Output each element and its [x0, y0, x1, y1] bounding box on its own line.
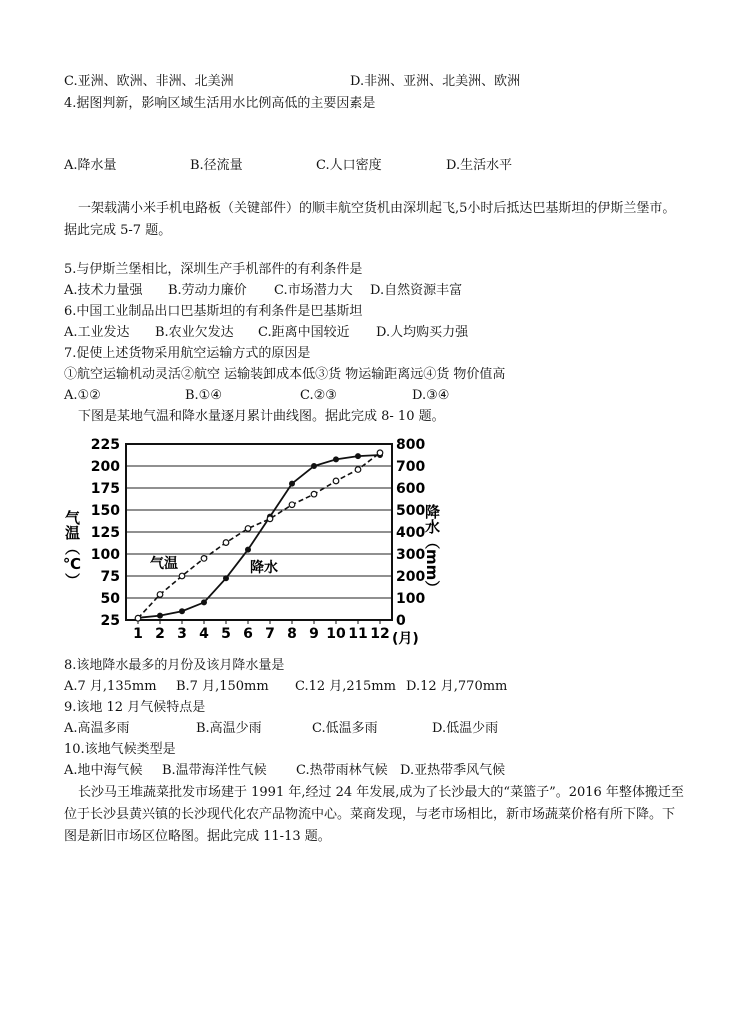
- q7-option-d: D.③④: [412, 388, 450, 403]
- series-label-temperature: 气温: [150, 556, 178, 572]
- precipitation-point: [311, 463, 317, 469]
- temperature-point: [333, 478, 339, 484]
- precipitation-point: [223, 575, 229, 581]
- q7-option-a: A.①②: [64, 388, 101, 403]
- temperature-point: [355, 467, 361, 473]
- right-tick-label: 300: [396, 547, 426, 563]
- q8-option-c: C.12 月,215mm: [295, 679, 396, 694]
- left-tick-label: 225: [90, 437, 120, 453]
- right-tick-label: 600: [396, 481, 426, 497]
- q7-option-b: B.①④: [185, 388, 222, 403]
- temperature-point: [157, 592, 163, 598]
- q6-stem: 6.中国工业制品出口巴基斯坦的有利条件是巴基斯坦: [64, 304, 363, 319]
- q6-option-a: A.工业发达: [64, 325, 130, 340]
- q7-option-c: C.②③: [300, 388, 337, 403]
- temperature-point: [377, 450, 383, 456]
- q9-option-d: D.低温少雨: [432, 721, 499, 736]
- precipitation-point: [179, 608, 185, 614]
- x-axis-ticks: [133, 620, 390, 642]
- x-tick-label: 12: [370, 626, 390, 642]
- q5-option-a: A.技术力量强: [64, 283, 143, 298]
- q4-stem: 4.据图判新，影响区域生活用水比例高低的主要因素是: [64, 96, 376, 111]
- q10-stem: 10.该地气候类型是: [64, 742, 176, 757]
- precipitation-point: [333, 456, 339, 462]
- x-tick-label: 8: [287, 626, 297, 642]
- temperature-point: [201, 556, 207, 562]
- q8-option-d: D.12 月,770mm: [406, 679, 508, 694]
- right-axis-label: 降水（mm）: [423, 504, 441, 596]
- q8-stem: 8.该地降水最多的月份及该月降水量是: [64, 658, 285, 673]
- left-tick-label: 200: [90, 459, 120, 475]
- q5-option-b: B.劳动力廉价: [168, 283, 247, 298]
- left-tick-label: 75: [100, 569, 120, 585]
- precipitation-point: [245, 547, 251, 553]
- q5-option-c: C.市场潜力大: [274, 283, 353, 298]
- q10-option-c: C.热带雨林气候: [296, 763, 388, 778]
- temperature-point: [289, 502, 295, 508]
- climate-chart: [63, 432, 441, 656]
- left-tick-label: 175: [90, 481, 120, 497]
- q5-option-d: D.自然资源丰富: [370, 283, 463, 298]
- q3-option-d: D.非洲、亚洲、北美洲、欧洲: [350, 74, 521, 89]
- q10-option-b: B.温带海洋性气候: [162, 763, 267, 778]
- chart-series: [135, 450, 383, 621]
- right-tick-label: 700: [396, 459, 426, 475]
- precipitation-point: [157, 613, 163, 619]
- passage-11-13: 长沙马王堆蔬菜批发市场建于 1991 年,经过 24 年发展,成为了长沙最大的“菜篮子”。2016 年整体搬迁至位于长沙县黄兴镇的长沙现代化农产品物流中心。菜商发现，与老市场相比，新市场蔬菜价格有所下降。下图是新旧市场区位略图。据此完成 11-13 题。: [64, 785, 684, 844]
- q8-option-b: B.7 月,150mm: [176, 679, 269, 694]
- x-tick-label: 2: [155, 626, 165, 642]
- q6-option-b: B.农业欠发达: [155, 325, 234, 340]
- right-tick-label: 100: [396, 591, 426, 607]
- q10-option-d: D.亚热带季风气候: [400, 763, 506, 778]
- q7-statements: ①航空运输机动灵活②航空 运输装卸成本低③货 物运输距离远④货 物价值高: [64, 367, 506, 382]
- left-axis-ticks: [91, 437, 120, 629]
- right-axis-ticks: [396, 437, 425, 629]
- left-tick-label: 125: [90, 525, 120, 541]
- q8-option-a: A.7 月,135mm: [64, 679, 157, 694]
- temperature-point: [223, 540, 229, 546]
- right-tick-label: 800: [396, 437, 426, 453]
- q9-stem: 9.该地 12 月气候特点是: [64, 700, 206, 715]
- x-tick-label: 10: [326, 626, 346, 642]
- temperature-point: [179, 573, 185, 579]
- precipitation-point: [289, 481, 295, 487]
- q9-option-b: B.高温少雨: [196, 721, 262, 736]
- x-tick-label: 5: [221, 626, 231, 642]
- q10-option-a: A.地中海气候: [64, 763, 143, 778]
- precipitation-point: [355, 453, 361, 459]
- q3-option-c: C.亚洲、欧洲、非洲、北美洲: [64, 74, 234, 89]
- q6-option-c: C.距离中国较近: [258, 325, 350, 340]
- left-tick-label: 50: [100, 591, 120, 607]
- series-line-temperature: [138, 453, 380, 618]
- x-tick-label: 6: [243, 626, 253, 642]
- left-tick-label: 100: [90, 547, 120, 563]
- right-tick-label: 400: [396, 525, 426, 541]
- series-line-precipitation: [138, 455, 380, 618]
- temperature-point: [311, 491, 317, 497]
- q4-option-b: B.径流量: [190, 158, 243, 173]
- temperature-point: [267, 516, 273, 522]
- right-tick-label: 0: [396, 613, 406, 629]
- x-tick-label: 4: [199, 626, 209, 642]
- q7-stem: 7.促使上述货物采用航空运输方式的原因是: [64, 346, 311, 361]
- left-tick-label: 150: [90, 503, 120, 519]
- left-axis-label: 气温（℃）: [63, 510, 81, 588]
- series-label-precipitation: 降水: [250, 560, 278, 576]
- q4-option-d: D.生活水平: [446, 158, 513, 173]
- q5-stem: 5.与伊斯兰堡相比，深圳生产手机部件的有利条件是: [64, 262, 363, 277]
- x-tick-label: 3: [177, 626, 187, 642]
- precipitation-point: [201, 599, 207, 605]
- x-unit-label: (月): [392, 631, 419, 647]
- q4-option-c: C.人口密度: [316, 158, 382, 173]
- q9-option-a: A.高温多雨: [64, 721, 130, 736]
- passage-5-7: 一架载满小米手机电路板（关键部件）的顺丰航空货机由深圳起飞,5小时后抵达巴基斯坦的伊斯兰堡市。据此完成 5-7 题。: [64, 201, 676, 238]
- temperature-point: [245, 526, 251, 532]
- x-tick-label: 1: [133, 626, 143, 642]
- q4-option-a: A.降水量: [64, 158, 117, 173]
- q6-option-d: D.人均购买力强: [376, 325, 469, 340]
- chart-intro: 下图是某地气温和降水量逐月累计曲线图。据此完成 8- 10 题。: [78, 409, 445, 424]
- temperature-point: [135, 615, 141, 621]
- right-tick-label: 500: [396, 503, 426, 519]
- right-tick-label: 200: [396, 569, 426, 585]
- x-tick-label: 7: [265, 626, 275, 642]
- left-tick-label: 25: [100, 613, 120, 629]
- q9-option-c: C.低温多雨: [312, 721, 378, 736]
- x-tick-label: 11: [348, 626, 368, 642]
- x-tick-label: 9: [309, 626, 319, 642]
